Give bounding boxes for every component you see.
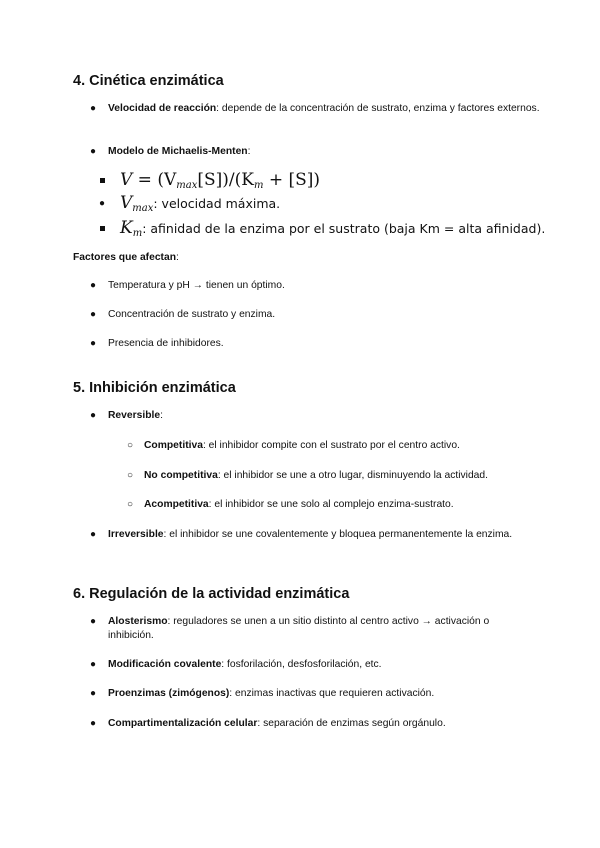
km-sub: m: [253, 180, 264, 191]
bullet-icon: ●: [90, 659, 97, 670]
item-term: Competitiva: [144, 440, 203, 451]
list-item: [108, 409, 548, 423]
item-text: : enzimas inactivas que requieren activación.: [229, 688, 435, 699]
list-item: [108, 717, 548, 731]
bullet-icon: ●: [90, 410, 97, 421]
item-text: : el inhibidor se une a otro lugar, disminuyendo la actividad.: [217, 470, 488, 481]
item-term: Acompetitiva: [144, 499, 209, 510]
square-bullet-icon: [100, 178, 105, 183]
item-term: Velocidad de reacción: [108, 103, 217, 114]
list-item: [108, 145, 548, 159]
bullet-icon: ●: [90, 146, 97, 157]
list-item: [144, 498, 544, 512]
vmax-symbol: V: [120, 193, 133, 213]
item-text: : el inhibidor se une solo al complejo enzima-sustrato.: [208, 499, 454, 510]
item-term: Modelo de Michaelis-Menten: [108, 146, 248, 157]
item-text: : fosforilación, desfosforilación, etc.: [221, 659, 382, 670]
item-text: : separación de enzimas según orgánulo.: [257, 718, 446, 729]
vmax-desc: : velocidad máxima.: [153, 196, 281, 211]
circle-bullet-icon: ○: [127, 470, 134, 481]
list-item: [108, 658, 548, 672]
bullet-icon: ●: [90, 309, 97, 320]
bullet-icon: ●: [90, 718, 97, 729]
bullet-icon: ●: [90, 616, 97, 627]
list-item: [108, 615, 533, 643]
list-item: [108, 687, 548, 701]
item-term: Proenzimas (zimógenos): [108, 688, 230, 699]
section-4-heading: 4. Cinética enzimática: [73, 73, 224, 89]
list-item: [108, 528, 513, 542]
km-desc: : afinidad de la enzima por el sustrato (baja Km = alta afinidad).: [142, 221, 546, 236]
item-text: :: [160, 410, 163, 421]
list-item: Concentración de sustrato y enzima.: [108, 309, 276, 320]
item-term: Modificación covalente: [108, 659, 222, 670]
bullet-icon: ●: [99, 198, 106, 209]
item-text: : el inhibidor compite con el sustrato por el centro activo.: [202, 440, 460, 451]
eq-part: = (V: [132, 170, 177, 190]
item-text: : depende de la concentración de sustrato, enzima y factores externos.: [216, 103, 540, 114]
item-text: : reguladores se unen a un sitio distinto al centro activo → activación o inhibición.: [108, 616, 490, 641]
circle-bullet-icon: ○: [127, 499, 134, 510]
item-term: No competitiva: [144, 470, 218, 481]
bullet-icon: ●: [90, 280, 97, 291]
bullet-icon: ●: [90, 529, 97, 540]
square-bullet-icon: [100, 226, 105, 231]
factors-label: [73, 252, 179, 263]
item-text: : el inhibidor se une covalentemente y bloquea permanentemente la enzima.: [163, 529, 513, 540]
item-term: Alosterismo: [108, 616, 168, 627]
item-term: Compartimentalización celular: [108, 718, 258, 729]
item-term: Reversible: [108, 410, 161, 421]
km-sub: m: [132, 228, 143, 239]
eq-part: [S])/(K: [197, 170, 254, 190]
item-text: :: [247, 146, 251, 157]
bullet-icon: ●: [90, 103, 97, 114]
bullet-icon: ●: [90, 338, 97, 349]
list-item: [144, 439, 544, 453]
eq-part: + [S]): [263, 170, 321, 190]
factors-colon: :: [176, 252, 179, 263]
section-6-heading: 6. Regulación de la actividad enzimática: [73, 586, 350, 602]
bullet-icon: ●: [90, 688, 97, 699]
vmax-sub: max: [132, 203, 154, 214]
eq-lhs: V: [120, 170, 133, 190]
list-item: Temperatura y pH → tienen un óptimo.: [108, 280, 285, 291]
section-5-heading: 5. Inhibición enzimática: [73, 380, 236, 396]
circle-bullet-icon: ○: [127, 440, 134, 451]
vmax-definition: [120, 193, 280, 219]
km-definition: [120, 218, 545, 244]
item-term: Irreversible: [108, 529, 164, 540]
vmax-sub: max: [176, 180, 198, 191]
km-symbol: K: [120, 218, 133, 238]
list-item: [144, 469, 544, 483]
factors-label-text: Factores que afectan: [73, 252, 177, 263]
list-item: Presencia de inhibidores.: [108, 338, 224, 349]
list-item: [108, 102, 548, 116]
